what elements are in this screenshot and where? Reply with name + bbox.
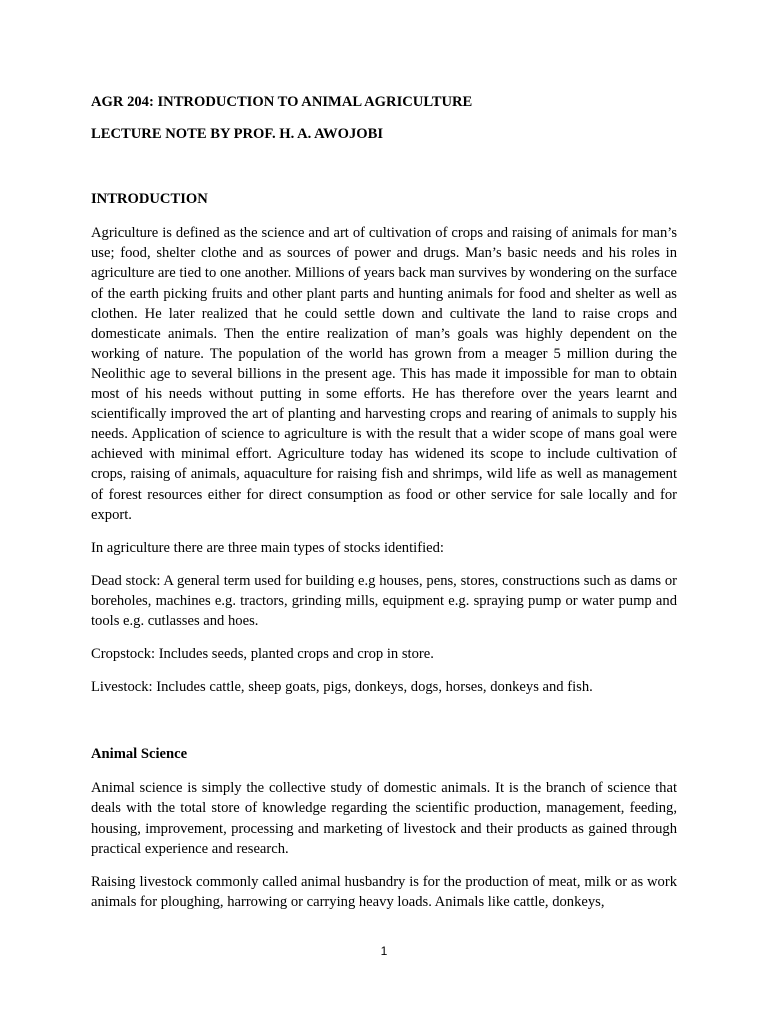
- section-heading-animal-science: Animal Science: [91, 746, 188, 763]
- intro-paragraph: Agriculture is defined as the science and art of cultivation of crops and raising of animals for man’s use; food, shelter clothe and as sources of power and drugs. Man’s basic needs and his roles in agriculture are tied to one another. Millions of years back man survives by wondering on the surface of the earth picking fruits and other plant parts and hunting animals for food and shelter as well as clothen. He later realized that he could settle down and cultivate the land to raise crops and domesticate animals. Then the entire realization of man’s goals was highly dependent on the working of nature. The population of the world has grown from a meager 5 million during the Neolithic age to several billions in the present age. This has made it impossible for man to obtain most of his needs without putting in some efforts. He has therefore over the years learnt and scientifically improved the art of planting and harvesting crops and rearing of animals to supply his needs. Application of science to agriculture is with the result that a wider scope of mans goal were achieved with minimal effort. Agriculture today has widened its scope to include cultivation of crops, raising of animals, aquaculture for raising fish and shrimps, wild life as well as management of forest resources either for direct consumption as food or other service for sale locally and for export.: [91, 225, 677, 523]
- livestock-paragraph: Livestock: Includes cattle, sheep goats, pigs, donkeys, dogs, horses, donkeys and fish.: [91, 679, 593, 696]
- animal-science-paragraph: Animal science is simply the collective study of domestic animals. It is the branch of science that deals with the total store of knowledge regarding the scientific production, management, feeding, housing, improvement, processing and marketing of livestock and their products as gained through practical experience and research.: [91, 780, 677, 857]
- dead-stock-paragraph: Dead stock: A general term used for building e.g houses, pens, stores, constructions such as dams or boreholes, machines e.g. tractors, grinding mills, equipment e.g. spraying pump or water pump and tools e.g. cutlasses and hoes.: [91, 572, 677, 629]
- course-title: AGR 204: INTRODUCTION TO ANIMAL AGRICULTURE: [91, 94, 473, 110]
- lecturer-line: LECTURE NOTE BY PROF. H. A. AWOJOBI: [91, 126, 384, 143]
- cropstock-paragraph: Cropstock: Includes seeds, planted crops and crop in store.: [91, 646, 434, 663]
- section-heading-introduction: INTRODUCTION: [91, 191, 208, 208]
- page-content: [91, 92, 677, 925]
- stocks-intro-paragraph: In agriculture there are three main types of stocks identified:: [91, 539, 444, 556]
- page-number: 1: [380, 944, 388, 958]
- husbandry-paragraph: Raising livestock commonly called animal husbandry is for the production of meat, milk or as work animals for ploughing, harrowing or carrying heavy loads. Animals like cattle, donkeys,: [91, 873, 677, 910]
